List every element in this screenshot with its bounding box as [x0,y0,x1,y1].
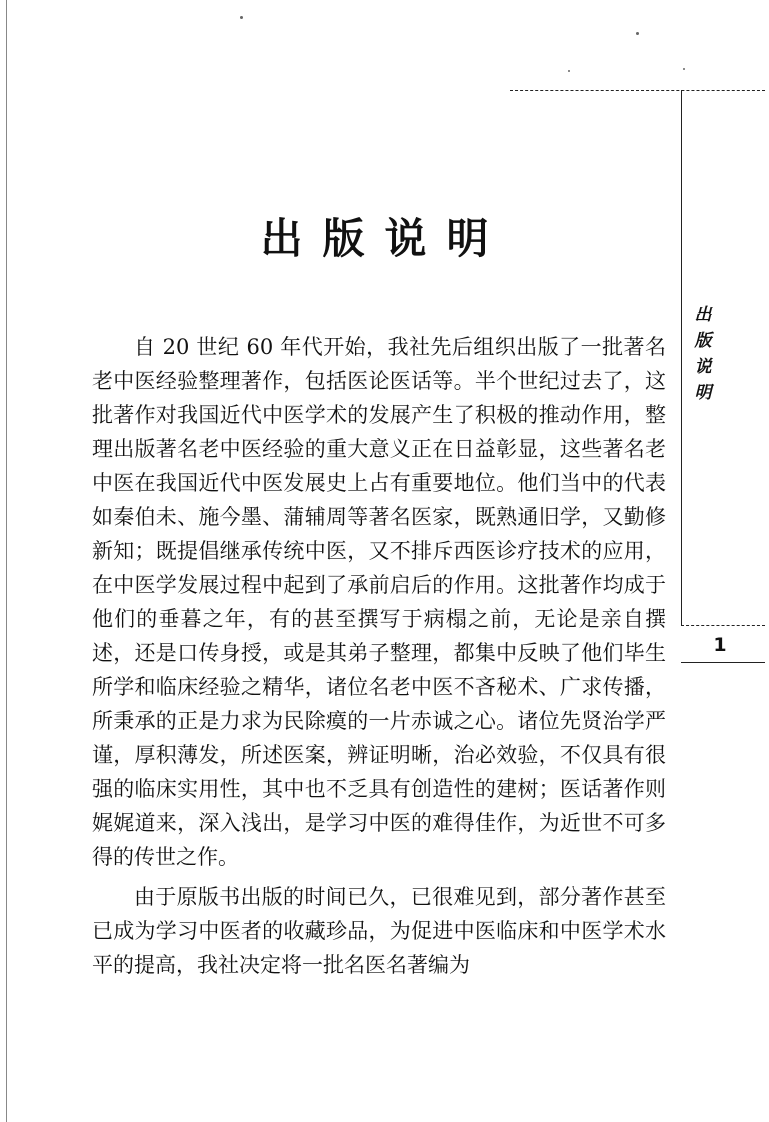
scan-speck [240,16,243,19]
margin-vertical-rule [681,90,682,625]
top-dashed-rule [510,90,765,91]
page-title: 出版说明 [260,214,509,264]
scan-speck [568,70,570,72]
paragraph: 由于原版书出版的时间已久，已很难见到，部分著作甚至已成为学习中医者的收藏珍品，为促进中医临床和中医学术水平的提高，我社决定将一批名医名著编为 [92,885,666,977]
page-number: 1 [713,634,727,656]
paragraph: 自 20 世纪 60 年代开始，我社先后组织出版了一批著名老中医经验整理著作，包括医论医话等。半个世纪过去了，这批著作对我国近代中医学术的发展产生了积极的推动作用，整理出版著名老中医经验的重大意义正在日益彰显，这些著名老中医在我国近代中医发展史上占有重要地位。他们当中的代表如秦伯未、施今墨、蒲辅周等著名医家，既熟通旧学，又勤修新知；既提倡继承传统中医，又不排斥西医诊疗技术的应用，在中医学发展过程中起到了承前启后的作用。这批著作均成于他们的垂暮之年，有的甚至撰写于病榻之前，无论是亲自撰述，还是口传身授，或是其弟子整理，都集中反映了他们毕生所学和临床经验之精华，诸位名老中医不吝秘术、广求传播，所秉承的正是力求为民除瘼的一片赤诚之心。诸位先贤治学严谨，厚积薄发，所述医案，辨证明晰，治必效验，不仅具有很强的临床实用性，其中也不乏具有创造性的建树；医话著作则娓娓道来，深入浅出，是学习中医的难得佳作，为近世不可多得的传世之作。 [92,335,666,869]
scan-speck [683,68,685,70]
running-header-char: 明 [694,383,712,403]
running-header-char: 说 [694,357,712,377]
running-header-char: 出 [694,305,712,325]
page-number-underline [681,662,765,663]
body-text [92,330,666,988]
scan-speck [636,32,639,35]
page-left-border [6,0,7,1122]
margin-dashed-rule [681,625,765,626]
running-header-char: 版 [694,331,712,351]
running-header-vertical [688,302,718,406]
